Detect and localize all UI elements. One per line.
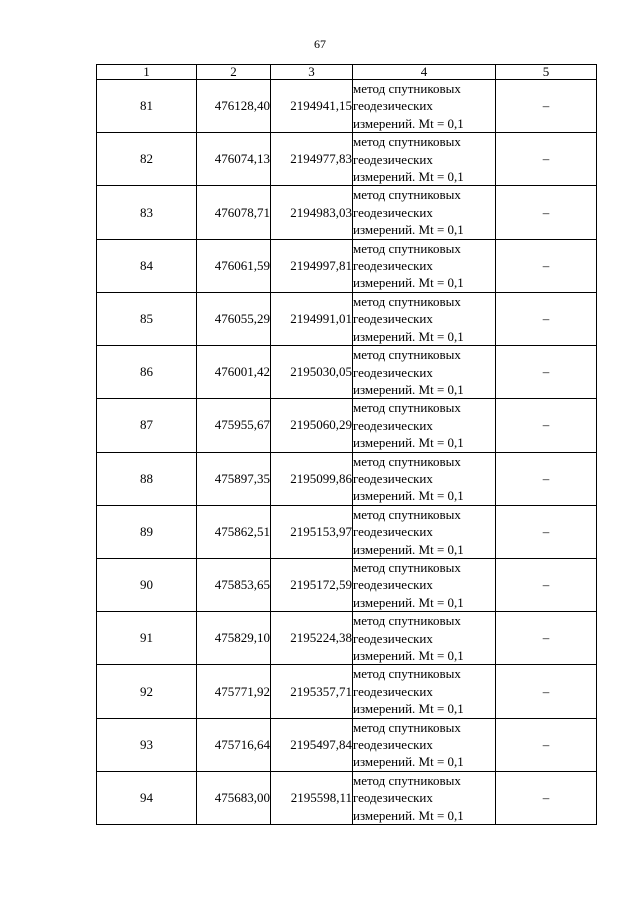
method-line-3: измерений. Mt = 0,1	[353, 488, 464, 504]
method-line-2: геодезических	[353, 470, 433, 486]
column-5-cell: –	[496, 239, 597, 292]
point-number-cell: 82	[97, 133, 197, 186]
table-row	[97, 239, 597, 292]
column-header-5: 5	[496, 65, 597, 80]
method-line-2: геодезических	[353, 577, 433, 593]
method-line-2: геодезических	[353, 737, 433, 753]
method-line-1: метод спутниковых	[353, 506, 461, 522]
x-coordinate-cell: 476055,29	[197, 292, 271, 345]
method-line-1: метод спутниковых	[353, 559, 461, 575]
y-coordinate-cell: 2195224,38	[271, 612, 353, 665]
method-line-3: измерений. Mt = 0,1	[353, 381, 464, 397]
column-5-cell: –	[496, 771, 597, 824]
x-coordinate-cell: 475716,64	[197, 718, 271, 771]
y-coordinate-cell: 2195099,86	[271, 452, 353, 505]
column-header-2: 2	[197, 65, 271, 80]
y-coordinate-cell: 2195598,11	[271, 771, 353, 824]
method-cell	[353, 718, 496, 771]
method-line-1: метод спутниковых	[353, 772, 461, 788]
y-coordinate-cell: 2194941,15	[271, 80, 353, 133]
table-row	[97, 292, 597, 345]
method-cell	[353, 292, 496, 345]
point-number-cell: 83	[97, 186, 197, 239]
method-line-1: метод спутниковых	[353, 240, 461, 256]
y-coordinate-cell: 2195497,84	[271, 718, 353, 771]
table-row	[97, 612, 597, 665]
method-cell	[353, 80, 496, 133]
table-row	[97, 133, 597, 186]
method-line-2: геодезических	[353, 364, 433, 380]
method-line-1: метод спутниковых	[353, 719, 461, 735]
y-coordinate-cell: 2195357,71	[271, 665, 353, 718]
point-number-cell: 91	[97, 612, 197, 665]
table-row	[97, 718, 597, 771]
column-header-3: 3	[271, 65, 353, 80]
method-line-2: геодезических	[353, 524, 433, 540]
point-number-cell: 87	[97, 399, 197, 452]
column-5-cell: –	[496, 505, 597, 558]
method-line-1: метод спутниковых	[353, 347, 461, 363]
column-5-cell: –	[496, 558, 597, 611]
x-coordinate-cell: 475897,35	[197, 452, 271, 505]
method-line-3: измерений. Mt = 0,1	[353, 648, 464, 663]
method-cell	[353, 186, 496, 239]
y-coordinate-cell: 2194991,01	[271, 292, 353, 345]
y-coordinate-cell: 2195153,97	[271, 505, 353, 558]
method-line-3: измерений. Mt = 0,1	[353, 754, 464, 770]
table-row	[97, 452, 597, 505]
x-coordinate-cell: 475862,51	[197, 505, 271, 558]
column-5-cell: –	[496, 718, 597, 771]
method-line-1: метод спутниковых	[353, 400, 461, 416]
method-line-3: измерений. Mt = 0,1	[353, 807, 464, 823]
table-body	[97, 80, 597, 825]
table-row	[97, 505, 597, 558]
method-line-2: геодезических	[353, 258, 433, 274]
method-line-2: геодезических	[353, 417, 433, 433]
method-line-3: измерений. Mt = 0,1	[353, 222, 464, 238]
y-coordinate-cell: 2195060,29	[271, 399, 353, 452]
method-cell	[353, 346, 496, 399]
method-cell	[353, 505, 496, 558]
method-line-1: метод спутниковых	[353, 453, 461, 469]
method-cell	[353, 239, 496, 292]
x-coordinate-cell: 476078,71	[197, 186, 271, 239]
page-number: 67	[314, 37, 326, 51]
column-5-cell: –	[496, 612, 597, 665]
column-5-cell: –	[496, 399, 597, 452]
point-number-cell: 89	[97, 505, 197, 558]
x-coordinate-cell: 476074,13	[197, 133, 271, 186]
method-cell	[353, 612, 496, 665]
method-line-2: геодезических	[353, 311, 433, 327]
point-number-cell: 81	[97, 80, 197, 133]
method-line-2: геодезических	[353, 683, 433, 699]
table-row	[97, 399, 597, 452]
x-coordinate-cell: 475853,65	[197, 558, 271, 611]
x-coordinate-cell: 475829,10	[197, 612, 271, 665]
column-5-cell: –	[496, 346, 597, 399]
method-line-1: метод спутниковых	[353, 613, 461, 629]
column-5-cell: –	[496, 133, 597, 186]
method-line-2: геодезических	[353, 790, 433, 806]
table-row	[97, 186, 597, 239]
method-line-1: метод спутниковых	[353, 293, 461, 309]
y-coordinate-cell: 2195030,05	[271, 346, 353, 399]
method-line-3: измерений. Mt = 0,1	[353, 541, 464, 557]
method-line-1: метод спутниковых	[353, 134, 461, 150]
method-line-1: метод спутниковых	[353, 81, 461, 96]
method-line-3: измерений. Mt = 0,1	[353, 594, 464, 610]
column-5-cell: –	[496, 665, 597, 718]
x-coordinate-cell: 475771,92	[197, 665, 271, 718]
method-line-3: измерений. Mt = 0,1	[353, 701, 464, 717]
method-line-3: измерений. Mt = 0,1	[353, 275, 464, 291]
method-cell	[353, 452, 496, 505]
method-line-1: метод спутниковых	[353, 187, 461, 203]
point-number-cell: 84	[97, 239, 197, 292]
y-coordinate-cell: 2194997,81	[271, 239, 353, 292]
table-row	[97, 80, 597, 133]
point-number-cell: 85	[97, 292, 197, 345]
x-coordinate-cell: 476001,42	[197, 346, 271, 399]
method-cell	[353, 558, 496, 611]
point-number-cell: 90	[97, 558, 197, 611]
x-coordinate-cell: 475683,00	[197, 771, 271, 824]
column-5-cell: –	[496, 452, 597, 505]
method-line-1: метод спутниковых	[353, 666, 461, 682]
x-coordinate-cell: 475955,67	[197, 399, 271, 452]
point-number-cell: 88	[97, 452, 197, 505]
table-header-row	[97, 65, 597, 80]
column-header-4: 4	[353, 65, 496, 80]
method-cell	[353, 771, 496, 824]
table-row	[97, 558, 597, 611]
x-coordinate-cell: 476061,59	[197, 239, 271, 292]
coordinates-table	[96, 64, 597, 825]
x-coordinate-cell: 476128,40	[197, 80, 271, 133]
method-cell	[353, 399, 496, 452]
method-line-2: геодезических	[353, 630, 433, 646]
point-number-cell: 92	[97, 665, 197, 718]
point-number-cell: 93	[97, 718, 197, 771]
column-5-cell: –	[496, 80, 597, 133]
method-line-2: геодезических	[353, 151, 433, 167]
point-number-cell: 86	[97, 346, 197, 399]
column-5-cell: –	[496, 292, 597, 345]
table-row	[97, 665, 597, 718]
table-row	[97, 346, 597, 399]
y-coordinate-cell: 2194983,03	[271, 186, 353, 239]
method-line-3: измерений. Mt = 0,1	[353, 115, 464, 131]
column-5-cell: –	[496, 186, 597, 239]
method-line-2: геодезических	[353, 98, 433, 114]
y-coordinate-cell: 2195172,59	[271, 558, 353, 611]
method-line-3: измерений. Mt = 0,1	[353, 435, 464, 451]
y-coordinate-cell: 2194977,83	[271, 133, 353, 186]
method-cell	[353, 133, 496, 186]
column-header-1: 1	[97, 65, 197, 80]
method-line-3: измерений. Mt = 0,1	[353, 328, 464, 344]
method-line-3: измерений. Mt = 0,1	[353, 169, 464, 185]
method-cell	[353, 665, 496, 718]
table-row	[97, 771, 597, 824]
point-number-cell: 94	[97, 771, 197, 824]
method-line-2: геодезических	[353, 204, 433, 220]
